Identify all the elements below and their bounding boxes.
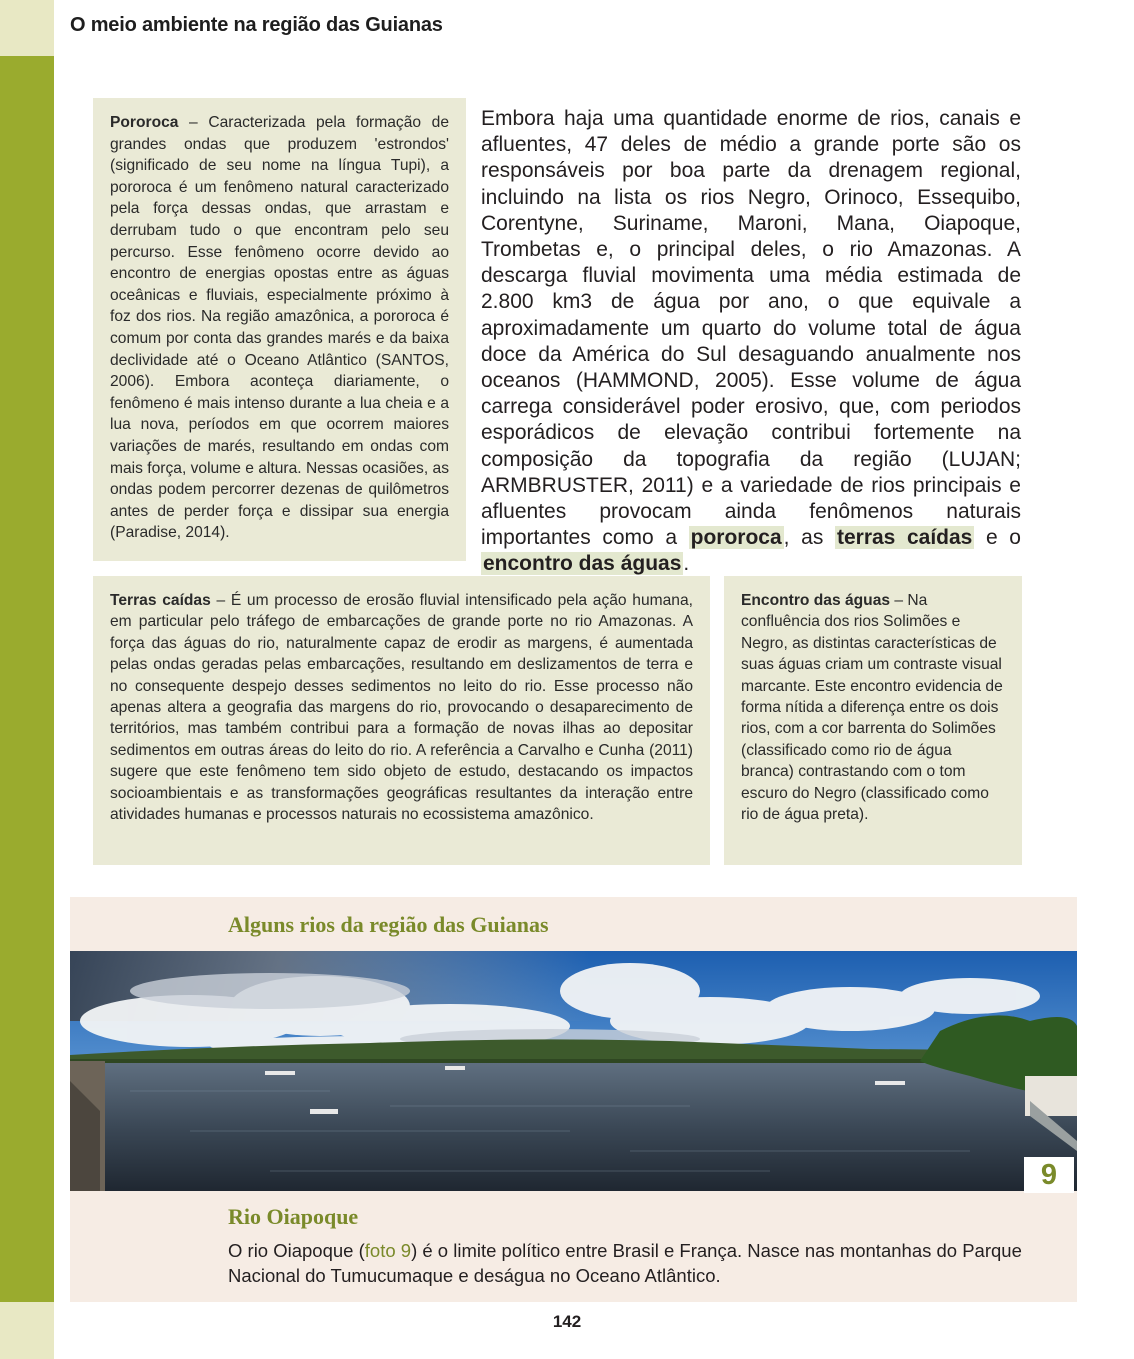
- highlight-terras-caidas: terras caídas: [836, 526, 973, 550]
- main-separator-2: e o: [974, 526, 1021, 550]
- side-color-bar: [0, 56, 54, 1302]
- encontro-term: Encontro das águas: [741, 592, 891, 609]
- highlight-pororoca: pororoca: [690, 526, 782, 550]
- caption-text: [228, 1238, 1028, 1288]
- terras-paragraph: [110, 590, 693, 825]
- main-end: .: [683, 552, 690, 576]
- photo-reference-link[interactable]: foto 9: [364, 1240, 412, 1261]
- corner-tab: [0, 0, 54, 56]
- photo-number-badge: 9: [1024, 1157, 1074, 1193]
- rivers-section-title: Alguns rios da região das Guianas: [228, 912, 549, 937]
- encontro-das-aguas-box: [724, 576, 1022, 865]
- page-header-title: O meio ambiente na região das Guianas: [70, 14, 443, 36]
- pororoca-paragraph: [110, 112, 449, 544]
- terras-text: – É um processo de erosão fluvial intensificado pela ação humana, em particular pelo tráfego de embarcações de grande porte no rio Amazonas. A força das águas do rio, naturalmente capaz de erodir as margens, é aumentada pelas ondas geradas pelas embarcações, resultando em deslizamentos de terra e no consequente despejo desses sedimentos no leito do rio. Esse processo não apenas altera a geografia das margens do rio, provocando o desaparecimento de territórios, mas também contribui para a formação de novas ilhas ao depositar sedimentos em outras áreas do leito do rio. A referência a Carvalho e Cunha (2011) sugere que este fenômeno tem sido objeto de estudo, destacando os impactos socioambientais e as transformações geográficas resultantes da interação entre atividades humanas e processos naturais no ecossistema amazônico.: [110, 592, 693, 824]
- caption-title: Rio Oiapoque: [228, 1204, 359, 1229]
- main-separator-1: , as: [783, 526, 835, 550]
- main-body-text: Embora haja uma quantidade enorme de rios, canais e afluentes, 47 deles de médio a grande porte são os responsáveis por boa parte da drenagem regional, incluindo na lista os rios Negro, Orinoco, Essequibo, Corentyne, Suriname, Maroni, Mana, Oiapoque, Trombetas e, o principal deles, o rio Amazonas. A descarga fluvial movimenta uma média estimada de 2.800 km3 de água por ano, o que equivale a aproximadamente um quarto do volume total de água doce da América do Sul desaguando anualmente nos oceanos (HAMMOND, 2005). Esse volume de água carrega considerável poder erosivo, que, com periodos esporádicos de elevação contribui fortemente na composição da topografia da região (LUJAN; ARMBRUSTER, 2011) e a variedade de rios principais e afluentes provocam ainda fenômenos naturais importantes como a: [481, 107, 1021, 550]
- pororoca-term: Pororoca: [110, 114, 179, 131]
- terras-caidas-box: [93, 576, 710, 865]
- main-paragraph: [481, 106, 1021, 578]
- encontro-paragraph: [741, 590, 1006, 825]
- terras-term: Terras caídas: [110, 592, 211, 609]
- river-photo: [70, 951, 1077, 1191]
- pororoca-box: [93, 98, 466, 561]
- page-number: 142: [552, 1312, 582, 1331]
- pororoca-text: – Caracterizada pela formação de grandes ondas que produzem 'estrondos' (significado de seu nome na língua Tupi), a pororoca é um fenômeno natural caracterizado pela força dessas ondas, que arrastam e derrubam tudo o que encontram pelo seu percurso. Esse fenômeno ocorre devido ao encontro de energias opostas entre as águas oceânicas e fluviais, especialmente próximo à foz dos rios. Na região amazônica, a pororoca é comum por conta das grandes marés e da baixa declividade até o Oceano Atlântico (SANTOS, 2006). Embora aconteça diariamente, o fenômeno é mais intenso durante a lua cheia e a lua nova, períodos em que ocorrem maiores variações de marés, resultando em ondas com mais força, volume e altura. Nessas ocasiões, as ondas podem percorrer dezenas de quilômetros antes de perder força e dissipar sua energia (Paradise, 2014).: [110, 114, 449, 542]
- highlight-encontro-das-aguas: encontro das águas: [483, 552, 682, 576]
- caption-part-1: O rio Oiapoque (: [228, 1240, 365, 1261]
- encontro-text: – Na confluência dos rios Solimões e Negro, as distintas características de suas águas criam um contraste visual marcante. Este encontro evidencia de forma nítida a diferença entre os dois rios, com a cor barrenta do Solimões (classificado como rio de água branca) contrastando com o tom escuro do Negro (classificado como rio de água preta).: [741, 592, 1003, 824]
- caption-part-2: ) é o limite político entre Brasil e França. Nasce nas montanhas do Parque Nacional do Tumucumaque e deságua no Oceano Atlântico.: [228, 1240, 1022, 1286]
